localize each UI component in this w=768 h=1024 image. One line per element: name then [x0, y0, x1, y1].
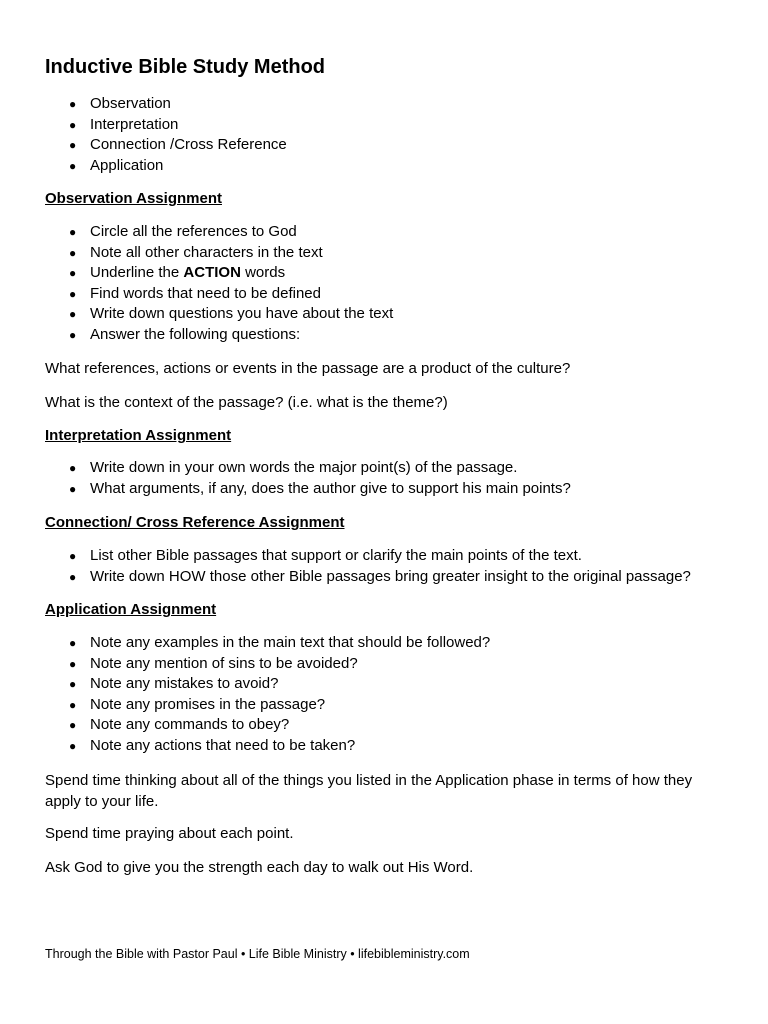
list-item: ● Observation — [0, 94, 287, 115]
bullet-icon: ● — [69, 327, 77, 342]
closing-paragraph-3: Ask God to give you the strength each day to walk out His Word. — [45, 859, 474, 876]
bullet-icon: ● — [69, 307, 77, 322]
bullet-icon: ● — [69, 461, 77, 475]
bullet-icon: ● — [69, 738, 77, 753]
list-item: ● Interpretation — [0, 115, 287, 136]
list-item: ● Note any examples in the main text that should be followed? — [0, 633, 490, 654]
connection-list — [0, 546, 691, 587]
overview-list — [0, 94, 287, 176]
application-list — [0, 633, 490, 757]
bullet-icon: ● — [69, 636, 77, 650]
list-item: ● List other Bible passages that support or clarify the main points of the text. — [0, 546, 691, 567]
interpretation-list — [0, 458, 571, 499]
bullet-icon: ● — [69, 138, 77, 153]
list-item: ● Circle all the references to God — [0, 222, 393, 243]
bullet-icon: ● — [69, 656, 77, 671]
bullet-icon: ● — [69, 117, 77, 132]
observation-list — [0, 222, 393, 346]
context-question: What is the context of the passage? (i.e. what is the theme?) — [45, 394, 448, 411]
list-item: ● Note any promises in the passage? — [0, 695, 490, 716]
list-item: ● Note any commands to obey? — [0, 715, 490, 736]
application-heading: Application Assignment — [45, 601, 217, 618]
bullet-icon: ● — [69, 97, 77, 111]
list-item: ● What arguments, if any, does the author give to support his main points? — [0, 479, 571, 500]
action-emphasis: ACTION — [183, 264, 241, 282]
list-item: ● Answer the following questions: — [0, 325, 393, 346]
list-item: ● Write down in your own words the major point(s) of the passage. — [0, 458, 571, 479]
closing-paragraph-1: Spend time thinking about all of the things you listed in the Application phase in terms of how they apply to your life. — [45, 772, 693, 810]
bullet-icon: ● — [69, 266, 77, 281]
list-item: ● Note all other characters in the text — [0, 243, 393, 264]
bullet-icon: ● — [69, 677, 77, 692]
page-footer: Through the Bible with Pastor Paul • Life Bible Ministry • lifebibleministry.com — [45, 947, 470, 961]
connection-heading: Connection/ Cross Reference Assignment — [45, 514, 345, 531]
bullet-icon: ● — [69, 245, 77, 260]
list-item: ● Application — [0, 156, 287, 177]
bullet-icon: ● — [69, 697, 77, 712]
bullet-icon: ● — [69, 549, 77, 563]
observation-heading: Observation Assignment — [45, 190, 222, 207]
bullet-icon: ● — [69, 718, 77, 733]
list-item: ● Note any mention of sins to be avoided? — [0, 654, 490, 675]
list-item: ● Write down questions you have about the text — [0, 304, 393, 325]
list-item: ● Connection /Cross Reference — [0, 135, 287, 156]
list-item: ● Write down HOW those other Bible passages bring greater insight to the original passage? — [0, 567, 691, 588]
list-item: ● Underline the ACTION words — [0, 263, 393, 284]
bullet-icon: ● — [69, 286, 77, 301]
page-title: Inductive Bible Study Method — [45, 56, 326, 78]
list-item: ● Find words that need to be defined — [0, 284, 393, 305]
bullet-icon: ● — [69, 158, 77, 173]
bullet-icon: ● — [69, 569, 77, 584]
bullet-icon: ● — [69, 225, 77, 239]
culture-question: What references, actions or events in the passage are a product of the culture? — [45, 360, 571, 377]
list-item: ● Note any actions that need to be taken? — [0, 736, 490, 757]
bullet-icon: ● — [69, 481, 77, 496]
closing-paragraph-2: Spend time praying about each point. — [45, 825, 294, 842]
interpretation-heading: Interpretation Assignment — [45, 427, 232, 444]
list-item: ● Note any mistakes to avoid? — [0, 674, 490, 695]
